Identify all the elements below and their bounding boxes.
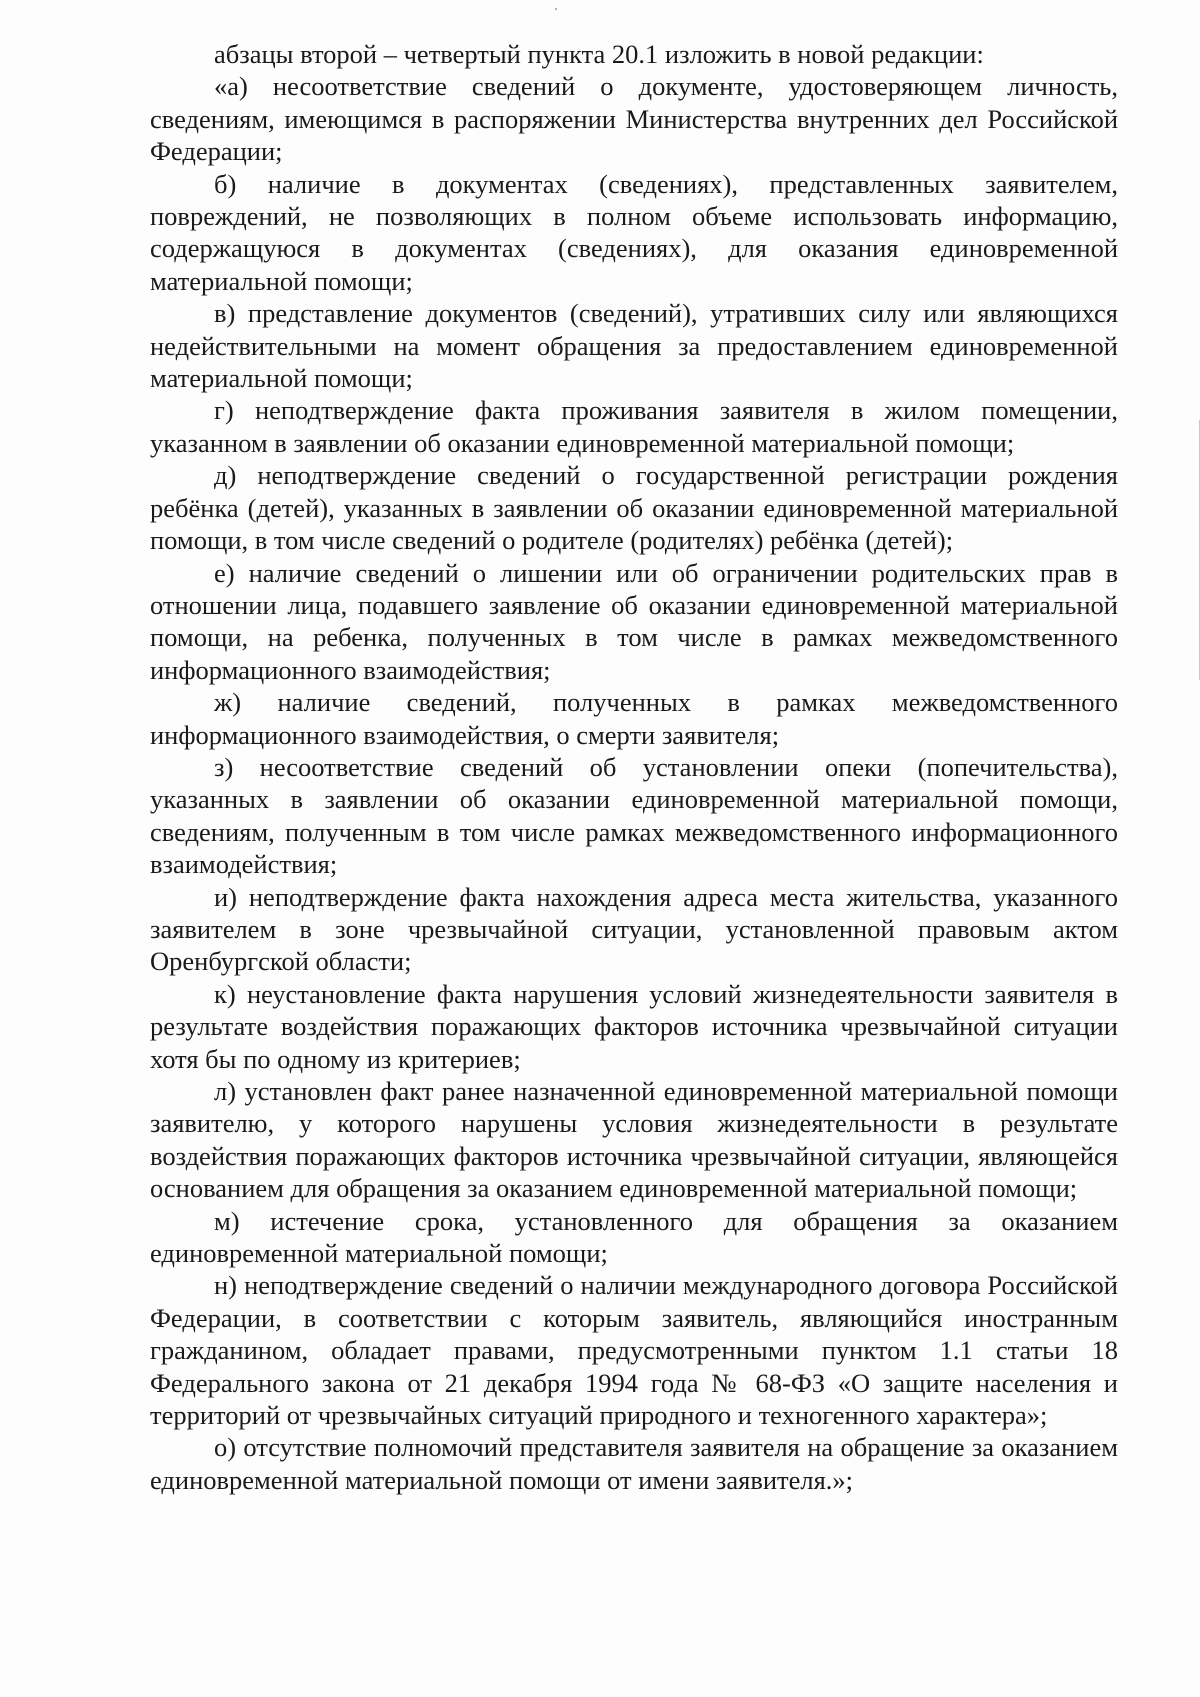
scan-artifact bbox=[555, 8, 557, 10]
item-zh: ж) наличие сведений, полученных в рамках межведомственного информационного взаимодействия, о смерти заявителя; bbox=[150, 687, 1118, 750]
item-o: о) отсутствие полномочий представителя заявителя на обращение за оказанием единовременной материальной помощи от имени заявителя.»; bbox=[150, 1432, 1118, 1495]
item-n: н) неподтверждение сведений о наличии международного договора Российской Федерации, в соответствии с которым заявитель, являющийся иностранным гражданином, обладает правами, предусмотренными пунктом 1.1 статьи 18 Федерального закона от 21 декабря 1994 года № 68-ФЗ «О защите населения и территорий от чрезвычайных ситуаций природного и техногенного характера»; bbox=[150, 1270, 1118, 1431]
item-k: к) неустановление факта нарушения условий жизнедеятельности заявителя в результате воздействия поражающих факторов источника чрезвычайной ситуации хотя бы по одному из критериев; bbox=[150, 978, 1118, 1074]
item-b: б) наличие в документах (сведениях), представленных заявителем, повреждений, не позволяющих в полном объеме использовать информацию, содержащуюся в документах (сведениях), для оказания единовременной материальной помощи; bbox=[150, 168, 1118, 296]
item-m: м) истечение срока, установленного для обращения за оказанием единовременной материальной помощи; bbox=[150, 1205, 1118, 1269]
item-i: и) неподтверждение факта нахождения адреса места жительства, указанного заявителем в зоне чрезвычайной ситуации, установленной правовым актом Оренбургской области; bbox=[150, 881, 1118, 977]
item-a: «а) несоответствие сведений о документе, удостоверяющем личность, сведениям, имеющимся в распоряжении Министерства внутренних дел Российской Федерации; bbox=[150, 71, 1118, 167]
item-d: д) неподтверждение сведений о государственной регистрации рождения ребёнка (детей), указанных в заявлении об оказании единовременной материальной помощи, в том числе сведений о родителе (родителях) ребёнка (детей); bbox=[150, 460, 1118, 556]
item-z: з) несоответствие сведений об установлении опеки (попечительства), указанных в заявлении об оказании единовременной материальной помощи, сведениям, полученным в том числе рамках межведомственного информационного взаимодействия; bbox=[150, 751, 1118, 880]
item-v: в) представление документов (сведений), утративших силу или являющихся недействительными на момент обращения за предоставлением единовременной материальной помощи; bbox=[150, 298, 1118, 394]
item-g: г) неподтверждение факта проживания заявителя в жилом помещении, указанном в заявлении об оказании единовременной материальной помощи; bbox=[150, 395, 1118, 458]
item-l: л) установлен факт ранее назначенной единовременной материальной помощи заявителю, у которого нарушены условия жизнедеятельности в результате воздействия поражающих факторов источника чрезвычайной ситуации, являющейся основанием для обращения за оказанием единовременной материальной помощи; bbox=[150, 1076, 1118, 1204]
document-body bbox=[150, 38, 1118, 1496]
intro-paragraph: абзацы второй – четвертый пункта 20.1 изложить в новой редакции: bbox=[214, 39, 984, 69]
item-e: е) наличие сведений о лишении или об ограничении родительских прав в отношении лица, подавшего заявление об оказании единовременной материальной помощи, на ребенка, полученных в том числе в рамках межведомственного информационного взаимодействия; bbox=[150, 557, 1118, 685]
